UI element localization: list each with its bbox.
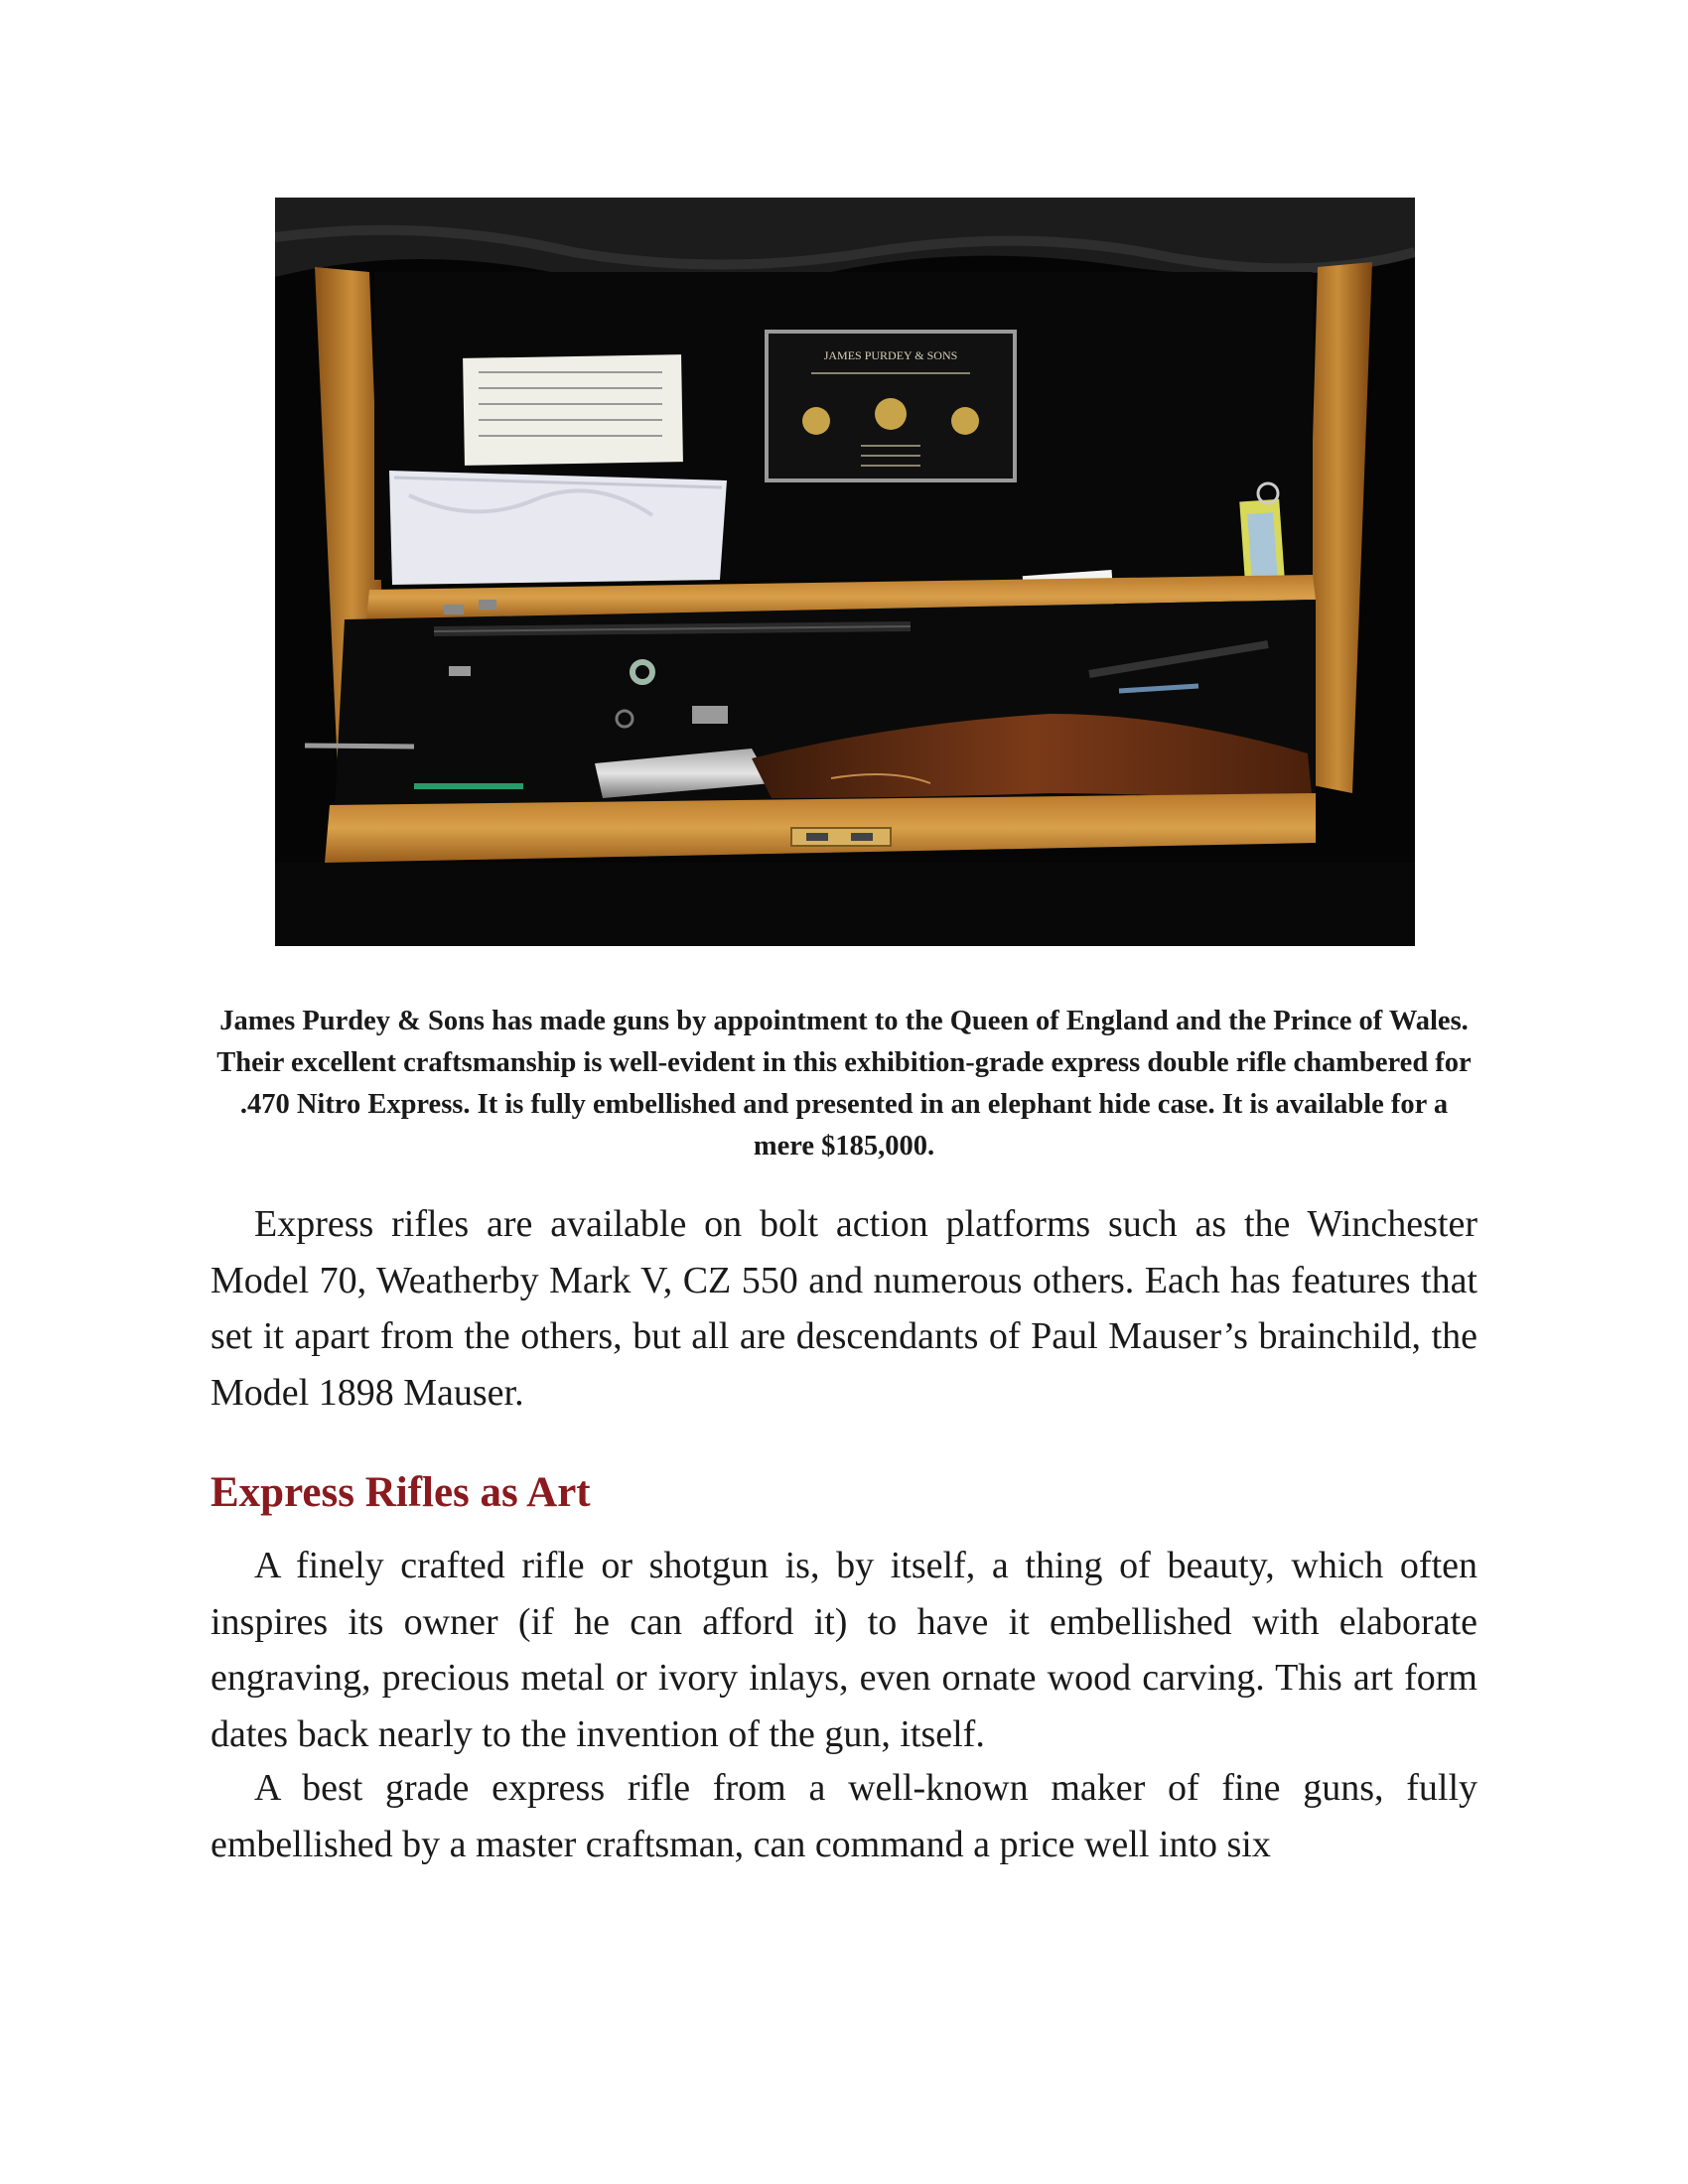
figure-caption: James Purdey & Sons has made guns by appointment to the Queen of England and the Prince of Wales. Their excellent craftsmanship is well-evident in this exhibition-grade express double rifle chambered for .470 Nitro Express. It is fully embellished and presented in an elephant hide case. It is available for a mere $185,000. xyxy=(216,1006,1472,1161)
section-heading: Express Rifles as Art xyxy=(211,1469,591,1516)
rifle-case-illustration xyxy=(275,198,1415,946)
body-paragraph: Express rifles are available on bolt action platforms such as the Winchester Model 70, Weatherby Mark V, CZ 550 and numerous others. Each has features that set it apart from the others, but all are descendants of Paul Mauser’s brainchild, the Model 1898 Mauser. xyxy=(211,1203,1477,1414)
rifle-case-photo xyxy=(275,198,1415,946)
body-paragraph: A best grade express rifle from a well-known maker of fine guns, fully embellished by a master craftsman, can command a price well into six xyxy=(211,1767,1477,1865)
plaque-text: JAMES PURDEY & SONS xyxy=(823,348,958,362)
body-paragraph: A finely crafted rifle or shotgun is, by itself, a thing of beauty, which often inspires its owner (if he can afford it) to have it embellished with elaborate engraving, precious metal or ivory inlays, even ornate wood carving. This art form dates back nearly to the invention of the gun, itself. xyxy=(211,1545,1477,1755)
